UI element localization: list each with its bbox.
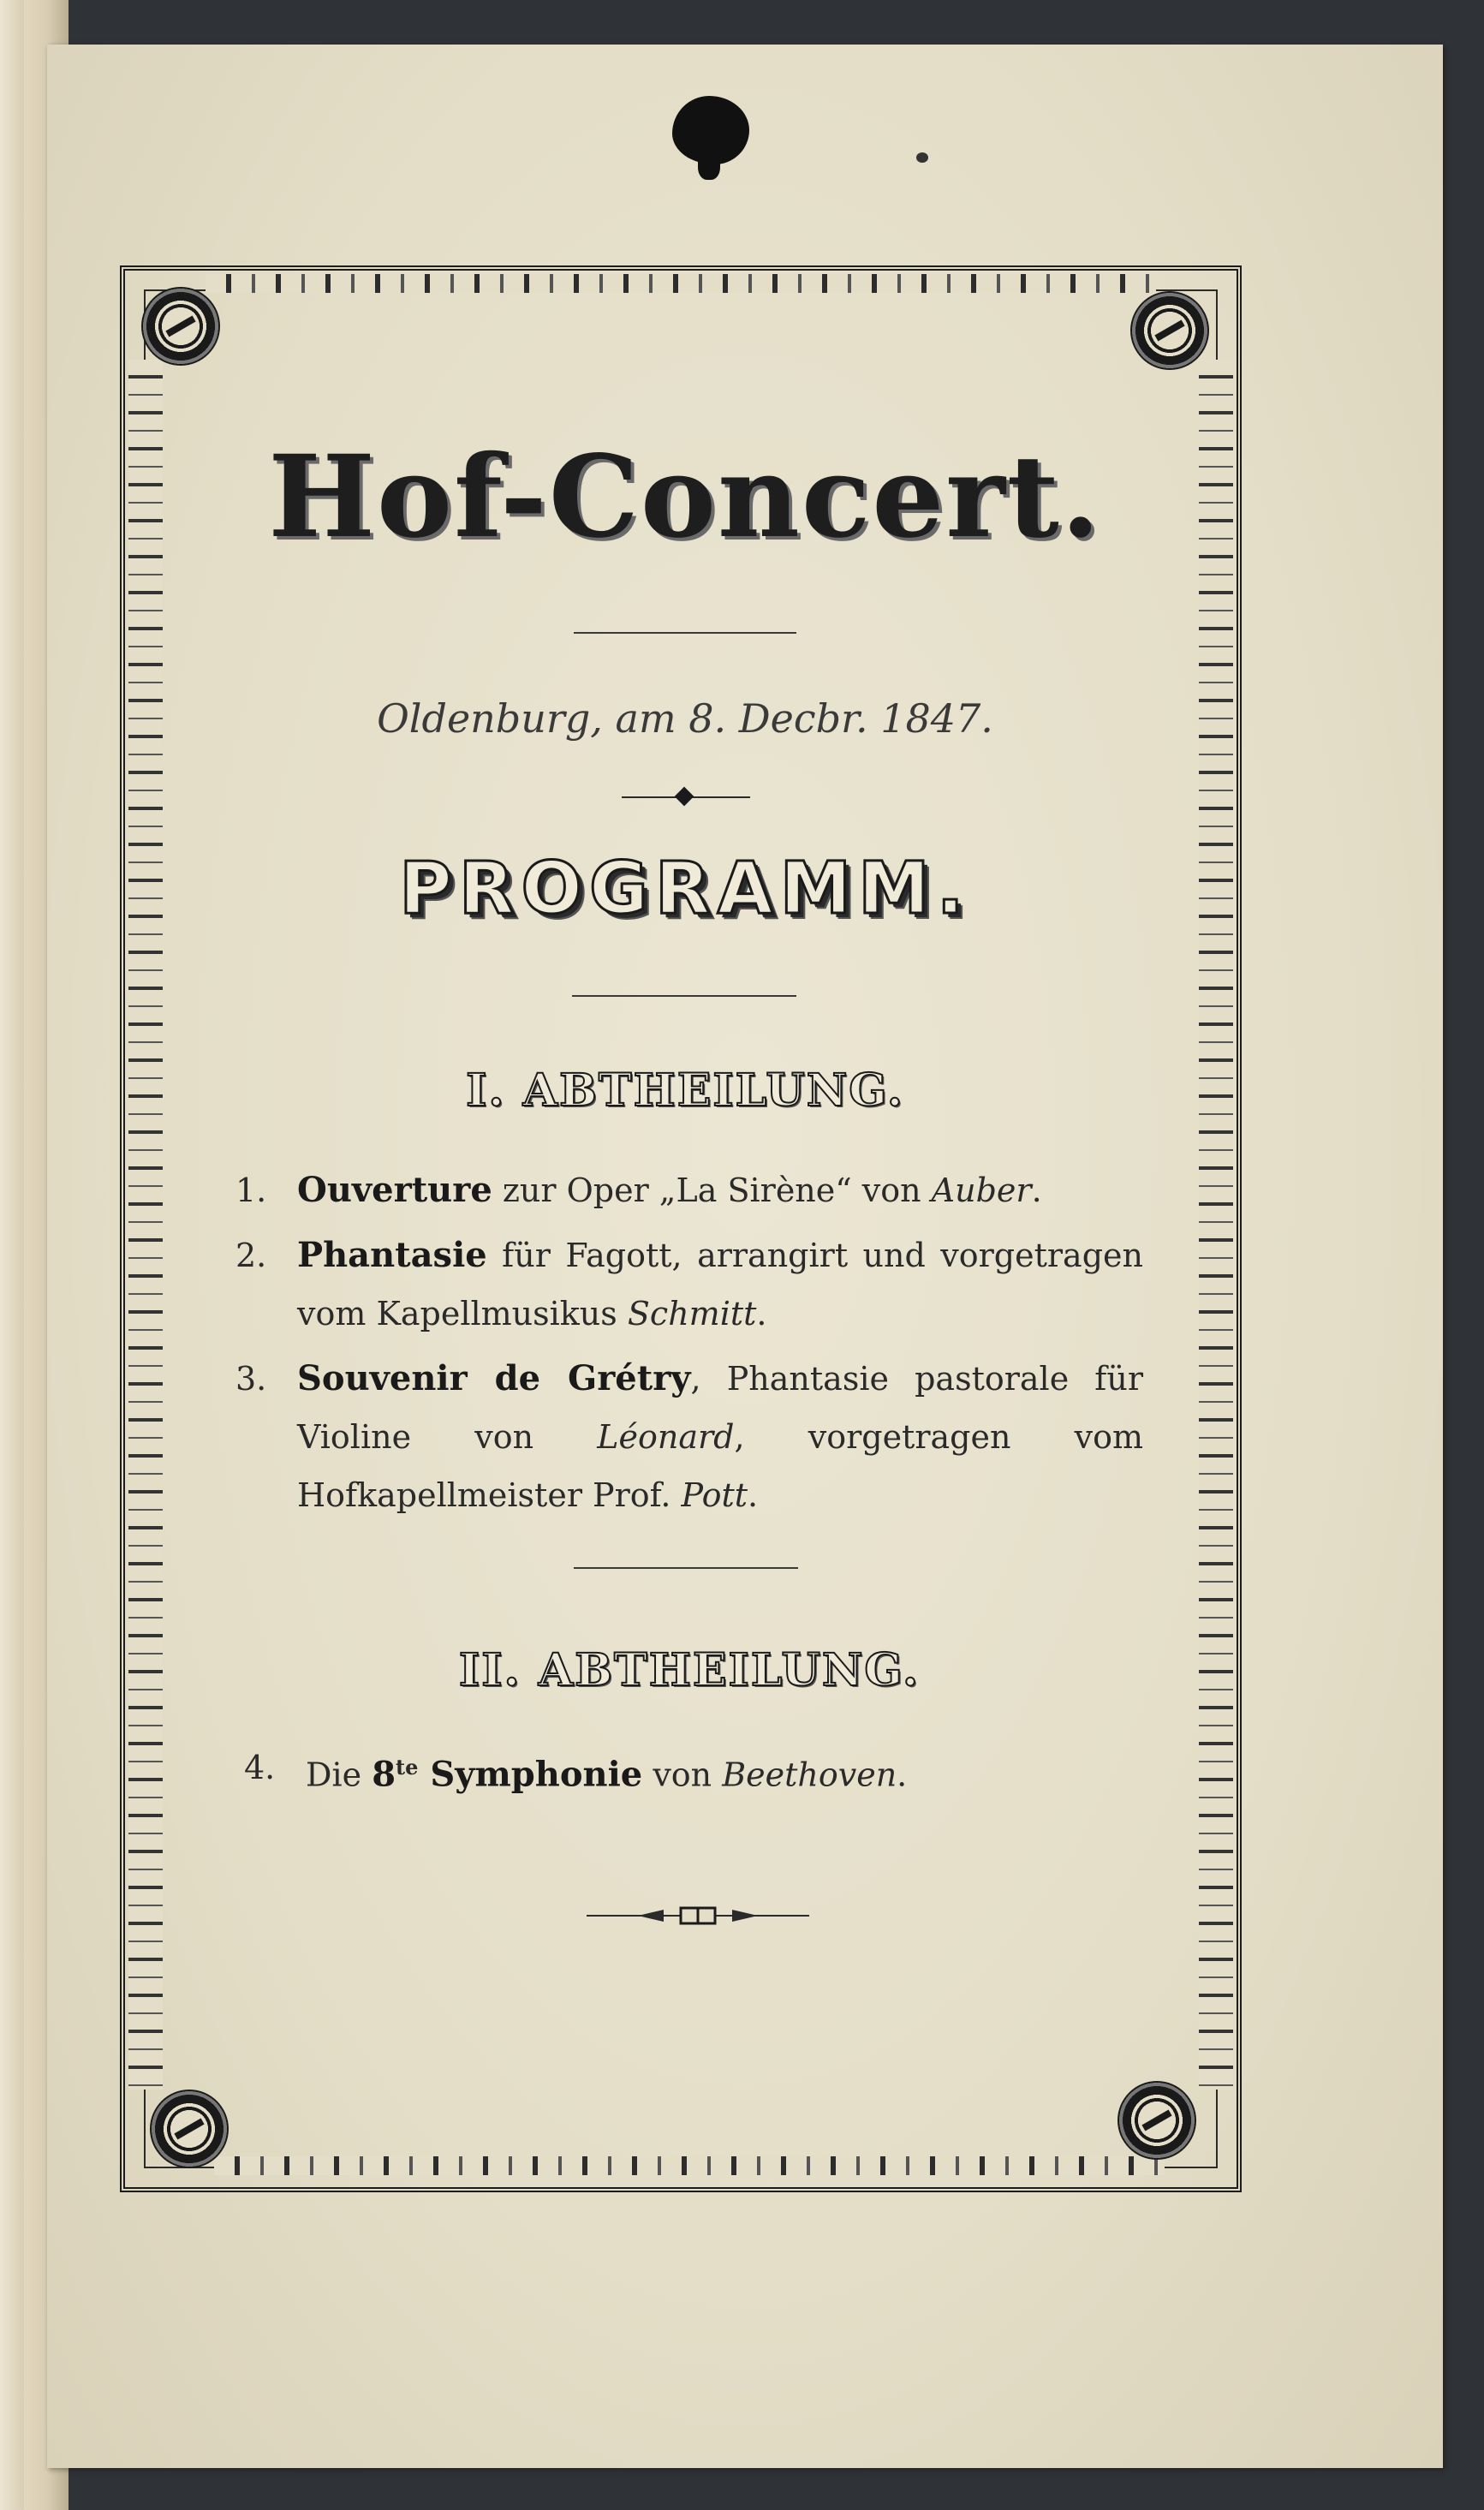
frame-border-top [206,274,1156,293]
item-punctuation: . [748,1476,759,1514]
divider-rule [574,632,796,634]
frame-corner-bottom-right-icon [1117,2081,1196,2160]
frame-corner-top-left-icon [141,287,220,366]
item-number: 4. [244,1749,276,1786]
item-punctuation: . [756,1295,767,1333]
frame-border-right [1199,360,1233,2090]
item-text [306,1738,1152,1804]
composer-name: Léonard [597,1418,735,1456]
divider-rule [574,1567,798,1569]
venue-dateline: Oldenburg, am 8. Decbr. 1847. [377,695,993,742]
item-description: von [642,1756,723,1794]
performer-name: Pott [681,1476,748,1514]
end-ornament-icon [587,1905,809,1926]
item-punctuation: . [1031,1172,1042,1209]
work-title: Ouverture [297,1170,492,1210]
page-title: Hof-Concert. [268,431,1102,563]
program-item [235,1350,1143,1524]
item-description: für Fagott, arrangirt und vorgetragen vom Kapellmusikus [297,1237,1143,1333]
item-number: 3. [235,1360,267,1398]
divider-rule [572,995,796,997]
item-text [297,1350,1143,1524]
frame-corner-bottom-left-icon [150,2090,229,2168]
ink-speck [916,152,928,163]
item-number: 2. [235,1237,267,1274]
frame-border-left [128,360,163,2090]
program-item [235,1161,1143,1219]
frame-border-bottom [214,2156,1165,2175]
item-text [297,1226,1143,1343]
item-prefix: Die [306,1756,372,1794]
item-description: , Phantasie pastorale für Violine von [297,1360,1144,1456]
work-title: Phantasie [297,1235,487,1275]
program-item [244,1738,1152,1804]
section-heading: II. ABTHEILUNG. [458,1644,921,1696]
work-ordinal: 8 [372,1754,396,1795]
work-title: Symphonie [418,1754,643,1795]
item-number: 1. [235,1172,267,1209]
ink-blot [672,96,749,164]
composer-name: Auber [931,1172,1032,1209]
item-description: zur Oper „La Sirène“ von [492,1172,932,1209]
item-text [297,1161,1143,1219]
program-item [235,1226,1143,1343]
performer-name: Schmitt [627,1295,757,1333]
frame-corner-top-right-icon [1130,291,1209,370]
composer-name: Beethoven [722,1756,897,1794]
item-punctuation: . [897,1756,908,1794]
item-description: , vorgetragen vom Hofkapellmeister Prof. [297,1418,1143,1514]
work-title: Souvenir de Grétry [297,1358,691,1398]
section-heading: I. ABTHEILUNG. [466,1064,904,1117]
spine-page-edge [0,0,24,2510]
programm-heading: PROGRAMM. [399,846,971,930]
ordinal-suffix: te [396,1755,419,1780]
